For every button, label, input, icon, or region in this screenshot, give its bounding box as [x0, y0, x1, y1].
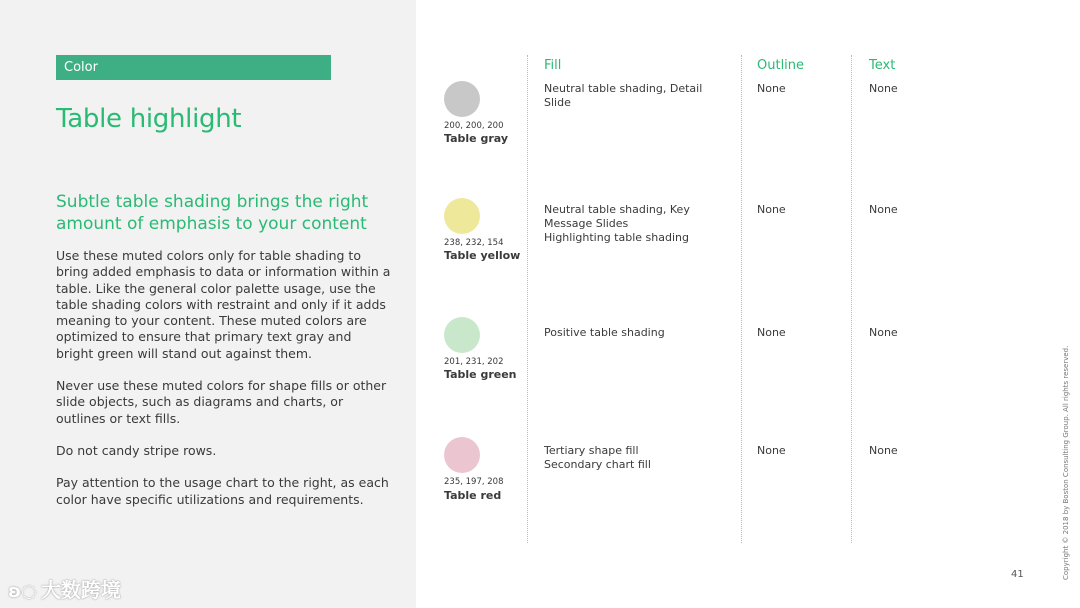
body-paragraph: Do not candy stripe rows. [56, 442, 217, 458]
copyright-notice: Copyright © 2018 by Boston Consulting Group. All rights reserved. [1062, 345, 1070, 580]
column-header-text: Text [869, 58, 896, 73]
fill-usage-line: Secondary chart fill [544, 458, 651, 471]
slide-subtitle: Subtle table shading brings the right amount of emphasis to your content [56, 192, 369, 234]
fill-usage-line: Highlighting table shading [544, 231, 689, 244]
table-divider [527, 55, 528, 543]
page-number: 41 [1011, 569, 1024, 580]
text-usage: None [869, 326, 898, 339]
color-swatch-gray [444, 81, 480, 117]
column-header-outline: Outline [757, 58, 805, 73]
text-usage: None [869, 82, 898, 95]
body-paragraph: Never use these muted colors for shape fills or other slide objects, such as diagrams and charts, or outlines or text fills. [56, 378, 387, 426]
color-swatch-red [444, 437, 480, 473]
fill-usage-line: Positive table shading [544, 326, 665, 339]
fill-usage [544, 326, 729, 340]
outline-usage: None [757, 203, 786, 216]
swatch-rgb: 201, 231, 202 [444, 357, 504, 367]
fill-usage [544, 444, 729, 472]
table-divider [851, 55, 852, 543]
slide-title: Table highlight [56, 104, 242, 134]
text-usage: None [869, 444, 898, 457]
watermark-text: 大数跨境 [40, 578, 121, 602]
fill-usage-line: Neutral table shading, Detail Slide [544, 82, 703, 109]
section-tag: Color [56, 55, 331, 80]
swatch-name: Table yellow [444, 249, 521, 262]
watermark [8, 574, 121, 603]
swatch-name: Table gray [444, 132, 508, 145]
text-usage: None [869, 203, 898, 216]
table-divider [741, 55, 742, 543]
body-paragraph: Use these muted colors only for table shading to bring added emphasis to data or information within a table. Like the general color palette usage, use the table shading colors with restraint and only if it adds meaning to your content. These muted colors are optimized to ensure that primary text gray and bright green will stand out against them. [56, 248, 391, 361]
fill-usage [544, 203, 729, 245]
color-swatch-green [444, 317, 480, 353]
column-header-fill: Fill [544, 58, 562, 73]
body-text [56, 248, 391, 524]
fill-usage-line: Tertiary shape fill [544, 444, 639, 457]
swatch-name: Table green [444, 368, 517, 381]
body-paragraph: Pay attention to the usage chart to the right, as each color have specific utilizations and requirements. [56, 475, 389, 507]
swatch-rgb: 238, 232, 154 [444, 238, 504, 248]
color-swatch-yellow [444, 198, 480, 234]
fill-usage [544, 82, 729, 110]
outline-usage: None [757, 326, 786, 339]
swatch-rgb: 200, 200, 200 [444, 121, 504, 131]
watermark-logo-icon: ʚ◌ [8, 581, 37, 602]
outline-usage: None [757, 444, 786, 457]
swatch-name: Table red [444, 489, 502, 502]
outline-usage: None [757, 82, 786, 95]
fill-usage-line: Neutral table shading, Key Message Slides [544, 203, 690, 230]
swatch-rgb: 235, 197, 208 [444, 477, 504, 487]
